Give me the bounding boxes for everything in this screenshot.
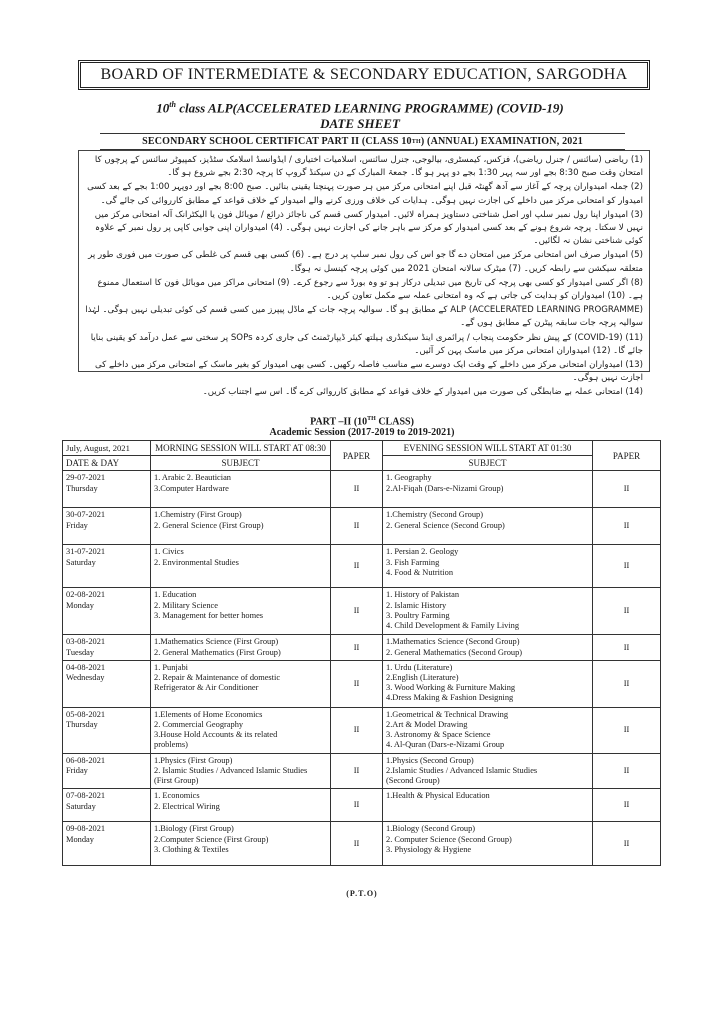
evening-subjects-cell	[383, 753, 593, 789]
table-header-row	[63, 441, 661, 456]
subject-item: 1.Chemistry (Second Group)	[386, 510, 483, 520]
subject-item: (First Group)	[154, 776, 199, 786]
subject-item: 3.Computer Hardware	[154, 483, 229, 493]
paper-cell: II	[593, 471, 661, 508]
subject-item: 3. Fish Farming	[386, 557, 440, 567]
exam-day: Tuesday	[66, 647, 95, 657]
morning-subjects-cell	[151, 471, 331, 508]
subject-item: 2. Military Science	[154, 600, 218, 610]
exam-title-rest: ) (ANNUAL) EXAMINATION, 2021	[420, 136, 583, 147]
exam-day: Saturday	[66, 801, 96, 811]
subject-item: 1.Biology (First Group)	[154, 824, 234, 834]
morning-subjects-cell	[151, 660, 331, 707]
subject-item: 1. Arabic 2. Beautician	[154, 473, 231, 483]
table-row	[63, 588, 661, 635]
subject-item: 1.Physics (First Group)	[154, 755, 233, 765]
evening-session-header: EVENING SESSION WILL START AT 01:30	[383, 441, 593, 456]
date-day-cell	[63, 635, 151, 660]
date-sheet-title: DATE SHEET	[320, 116, 400, 131]
instruction-item: (13) امیدواران امتحانی مرکز میں داخلے کے وقت ایک دوسرے سے مناسب فاصلہ رکھیں۔ کسی بھی امیدوار کو بغیر ماسک کے امتحانی مرکز میں داخلے کی اجازت نہیں ہوگی۔	[94, 360, 643, 384]
paper-cell: II	[331, 635, 383, 660]
date-day-cell	[63, 707, 151, 753]
subject-item: 1. Civics	[154, 547, 184, 557]
subject-item: 3.House Hold Accounts & its related	[154, 730, 278, 740]
paper-cell: II	[593, 822, 661, 866]
subject-item: Refrigerator & Air Conditioner	[154, 683, 259, 693]
table-row	[63, 635, 661, 660]
morning-subjects-cell	[151, 545, 331, 588]
subject-item: 1.Geometrical & Technical Drawing	[386, 709, 509, 719]
paper-cell: II	[593, 588, 661, 635]
paper-header: PAPER	[593, 441, 661, 471]
exam-date: 31-07-2021	[66, 547, 106, 557]
table-row	[63, 545, 661, 588]
exam-title-sup: TH	[411, 138, 421, 145]
months-header: July, August, 2021	[63, 441, 151, 456]
exam-day: Friday	[66, 766, 88, 776]
alp-title	[120, 100, 600, 116]
subject-item: (Second Group)	[386, 776, 440, 786]
subject-item: 2.Computer Science (First Group)	[154, 834, 269, 844]
exam-day: Thursday	[66, 720, 98, 730]
subject-item: 4. Food & Nutrition	[386, 567, 454, 577]
paper-cell: II	[593, 508, 661, 545]
subject-item: 1.Elements of Home Economics	[154, 709, 263, 719]
morning-session-header: MORNING SESSION WILL START AT 08:30	[151, 441, 331, 456]
morning-subjects-cell	[151, 588, 331, 635]
exam-date: 03-08-2021	[66, 637, 106, 647]
subject-item: 1. Geography	[386, 473, 432, 483]
paper-cell: II	[331, 508, 383, 545]
table-row	[63, 753, 661, 789]
paper-cell: II	[331, 660, 383, 707]
instruction-item: (ACCELERATED LEARNING PROGRAMME) ALP کے مطابق ہو گا۔ سوالیہ پرچہ جات کے ماڈل پیپرز میں کسی قسم کی کوئی تبدیلی نہیں ہوگی۔ لہٰذا سوالیہ پرچہ جات سابقہ پیٹرن کے مطابق ہوں گے۔	[85, 305, 643, 329]
board-title-box	[78, 60, 650, 90]
subject-item: 2. General Science (Second Group)	[386, 520, 505, 530]
date-sheet-table	[62, 440, 661, 866]
subject-item: 2. Commercial Geography	[154, 720, 244, 730]
subject-item: 2. Islamic History	[386, 600, 447, 610]
date-day-cell	[63, 471, 151, 508]
subject-item: 1.Health & Physical Education	[386, 791, 490, 801]
date-day-cell	[63, 789, 151, 822]
subject-item: 2.Art & Model Drawing	[386, 720, 468, 730]
table-row	[63, 471, 661, 508]
morning-subjects-cell	[151, 789, 331, 822]
paper-cell: II	[593, 635, 661, 660]
table-row	[63, 789, 661, 822]
instruction-item: (2) جملہ امیدواران پرچہ کے آغاز سے آدھ گھنٹہ قبل اپنے امتحانی مرکز میں ہر صورت پہنچنا یقینی بنائیں۔ صبح 8:00 بجے اور دوپہر 1:00 بجے کے بعد کسی امیدوار کو امتحانی مرکز میں داخلے کی اجازت نہیں ہوگی۔ ہدایات کی خلاف ورزی کرنے والے امیدوار کے خلاف قواعد کے مطابق کارروائی کی جائے گی۔	[87, 182, 643, 206]
evening-subjects-cell	[383, 471, 593, 508]
exam-title-prefix: SECONDARY SCHOOL CERTIFICAT PART II (CLASS 10	[142, 136, 412, 147]
evening-subjects-cell	[383, 789, 593, 822]
paper-cell: II	[331, 789, 383, 822]
evening-subjects-cell	[383, 635, 593, 660]
table-row	[63, 822, 661, 866]
instruction-item: (3) امیدوار اپنا رول نمبر سلپ اور اصل شناختی دستاویز ہمراہ لائیں۔ امیدوار کسی قسم کی ناجائز ذرائع / موبائل فون یا الیکٹرانک آلہ امتحانی مرکز میں نہیں لا سکتا۔ پرچہ شروع ہونے کے بعد کسی امیدوار کو مرکز سے باہر جانے کی اجازت نہیں ہوگی۔ (4) امیدواران اپنی جوابی کاپی پر رول نمبر کے علاوہ کوئی شناختی نشان نہ لگائیں۔	[94, 209, 643, 247]
subject-item: 2. Computer Science (Second Group)	[386, 834, 512, 844]
subject-item: 2. General Mathematics (First Group)	[154, 647, 281, 657]
subject-item: 2. Repair & Maintenance of domestic	[154, 673, 281, 683]
subject-item: 4. Al-Quran (Dars-e-Nizami Group	[386, 740, 505, 750]
instruction-item: (8) اگر کسی امیدوار کو کسی بھی پرچہ کی تاریخ میں تبدیلی درکار ہو تو وہ بورڈ سے رجوع کرے۔ (9) امتحانی مراکز میں موبائل فون کا استعمال ممنوع ہے۔ (10) امیدواران کو ہدایت کی جاتی ہے کہ وہ امتحانی عملہ سے مکمل تعاون کریں۔	[97, 277, 643, 302]
pto-label: (P.T.O)	[346, 889, 378, 898]
exam-day: Wednesday	[66, 673, 105, 683]
subject-item: 1.Mathematics Science (Second Group)	[386, 637, 520, 647]
part-title-sup: TH	[367, 416, 376, 422]
subject-item: 2.English (Literature)	[386, 673, 459, 683]
subject-item: 1.Mathematics Science (First Group)	[154, 637, 279, 647]
paper-cell: II	[593, 707, 661, 753]
morning-subjects-cell	[151, 707, 331, 753]
subject-item: 2. General Mathematics (Second Group)	[386, 647, 523, 657]
evening-subjects-cell	[383, 660, 593, 707]
paper-cell: II	[331, 707, 383, 753]
subject-item: 2. Environmental Studies	[154, 557, 239, 567]
paper-cell: II	[331, 471, 383, 508]
exam-day: Thursday	[66, 483, 98, 493]
date-day-cell	[63, 508, 151, 545]
paper-cell: II	[331, 822, 383, 866]
paper-cell: II	[331, 588, 383, 635]
instruction-item: (1) ریاضی (سائنس / جنرل ریاضی)، فزکس، کیمسٹری، بیالوجی، جنرل سائنس، اسلامیات اختیاری / ایڈوانسڈ اسلامک سٹڈیز، کمپیوٹر سائنس کے پرچوں کا امتحان وقت صبح 8:30 بجے اور سہ پہر 1:30 بجے دو پہر ہو گا۔ جمعۃ المبارک کے دن سیکنڈ گروپ کا پرچہ 2:30 بجے شروع ہو گا۔	[94, 155, 643, 179]
evening-subjects-cell	[383, 508, 593, 545]
subject-header: SUBJECT	[151, 456, 331, 471]
subject-item: 1. Education	[154, 590, 197, 600]
exam-date: 29-07-2021	[66, 473, 106, 483]
paper-cell: II	[331, 545, 383, 588]
paper-cell: II	[593, 660, 661, 707]
exam-date: 04-08-2021	[66, 662, 106, 672]
paper-cell: II	[331, 753, 383, 789]
part-title-prefix: PART –II (10	[310, 416, 368, 428]
subject-item: 1.Physics (Second Group)	[386, 755, 474, 765]
exam-day: Monday	[66, 600, 94, 610]
paper-cell: II	[593, 753, 661, 789]
subject-item: 3. Management for better homes	[154, 610, 264, 620]
alp-class-number: 10	[156, 100, 170, 116]
exam-date: 30-07-2021	[66, 510, 106, 520]
exam-date: 07-08-2021	[66, 791, 106, 801]
date-day-header: DATE & DAY	[63, 456, 151, 471]
alp-title-text: class ALP(ACCELERATED LEARNING PROGRAMME) (COVID-19)	[175, 100, 564, 116]
table-row	[63, 660, 661, 707]
evening-subjects-cell	[383, 588, 593, 635]
exam-day: Monday	[66, 834, 94, 844]
exam-title	[100, 133, 625, 150]
evening-subjects-cell	[383, 707, 593, 753]
morning-subjects-cell	[151, 508, 331, 545]
date-day-cell	[63, 660, 151, 707]
subject-item: 3. Clothing & Textiles	[154, 844, 229, 854]
paper-cell: II	[593, 789, 661, 822]
table-row	[63, 707, 661, 753]
exam-date: 02-08-2021	[66, 590, 106, 600]
subject-item: 1. Persian 2. Geology	[386, 547, 459, 557]
subject-item: 2. Electrical Wiring	[154, 801, 220, 811]
subject-header: SUBJECT	[383, 456, 593, 471]
date-day-cell	[63, 588, 151, 635]
date-day-cell	[63, 753, 151, 789]
part-title	[200, 416, 524, 427]
subject-item: 1. Urdu (Literature)	[386, 662, 453, 672]
evening-subjects-cell	[383, 822, 593, 866]
paper-header: PAPER	[331, 441, 383, 471]
subject-item: 2. Islamic Studies / Advanced Islamic Studies	[154, 766, 308, 776]
subject-item: 3. Astronomy & Space Science	[386, 730, 491, 740]
instructions-box	[78, 150, 650, 398]
part-title-rest: CLASS)	[375, 416, 414, 428]
instruction-item: (14) امتحانی عملہ بے ضابطگی کی صورت میں امیدوار کے خلاف قواعد کے مطابق کارروائی کرے گا۔ اس سے اجتناب کریں۔	[202, 387, 643, 398]
instruction-item: (11) (COVID-19) کے پیش نظر حکومت پنجاب / پرائمری اینڈ سیکنڈری ہیلتھ کیئر ڈیپارٹمنٹ کی جاری کردہ SOPs پر سختی سے عمل درآمد کو یقینی بنایا جائے گا۔ (12) امیدواران امتحانی مرکز میں ماسک پہن کر آئیں۔	[90, 332, 643, 356]
subject-item: 1. History of Pakistan	[386, 590, 460, 600]
subject-item: problems)	[154, 740, 188, 750]
morning-subjects-cell	[151, 753, 331, 789]
exam-date: 05-08-2021	[66, 709, 106, 719]
subject-item: 3. Physiology & Hygiene	[386, 844, 472, 854]
subject-item: 2. General Science (First Group)	[154, 520, 264, 530]
date-day-cell	[63, 822, 151, 866]
subject-item: 3. Poultry Farming	[386, 610, 450, 620]
table-row	[63, 508, 661, 545]
subject-item: 2.Islamic Studies / Advanced Islamic Studies	[386, 766, 538, 776]
exam-day: Saturday	[66, 557, 96, 567]
exam-date: 06-08-2021	[66, 755, 106, 765]
subject-item: 4.Dress Making & Fashion Designing	[386, 693, 514, 703]
instruction-item: (5) امیدوار صرف اس امتحانی مرکز میں امتحان دے گا جو اس کی رول نمبر سلپ پر درج ہے۔ (6) کسی بھی قسم کی غلطی کی صورت میں فوری طور پر متعلقہ سیکشن سے رابطہ کریں۔ (7) میٹرک سالانہ امتحان 2021 میں کوئی پرچہ کینسل نہ ہوگا۔	[88, 250, 643, 274]
evening-subjects-cell	[383, 545, 593, 588]
subject-item: 3. Wood Working & Furniture Making	[386, 683, 516, 693]
subject-item: 4. Child Development & Family Living	[386, 621, 520, 631]
subject-item: 2.Al-Fiqah (Dars-e-Nizami Group)	[386, 483, 504, 493]
alp-class-sup: th	[169, 100, 176, 109]
subject-item: 1.Biology (Second Group)	[386, 824, 476, 834]
exam-day: Friday	[66, 520, 88, 530]
subject-item: 1. Economics	[154, 791, 200, 801]
subject-item: 1. Punjabi	[154, 662, 188, 672]
paper-cell: II	[593, 545, 661, 588]
academic-session: Academic Session (2017-2019 to 2019-2021)	[269, 427, 455, 438]
subject-item: 1.Chemistry (First Group)	[154, 510, 242, 520]
board-title: BOARD OF INTERMEDIATE & SECONDARY EDUCATION, SARGODHA	[100, 66, 628, 83]
morning-subjects-cell	[151, 822, 331, 866]
morning-subjects-cell	[151, 635, 331, 660]
date-day-cell	[63, 545, 151, 588]
exam-date: 09-08-2021	[66, 824, 106, 834]
